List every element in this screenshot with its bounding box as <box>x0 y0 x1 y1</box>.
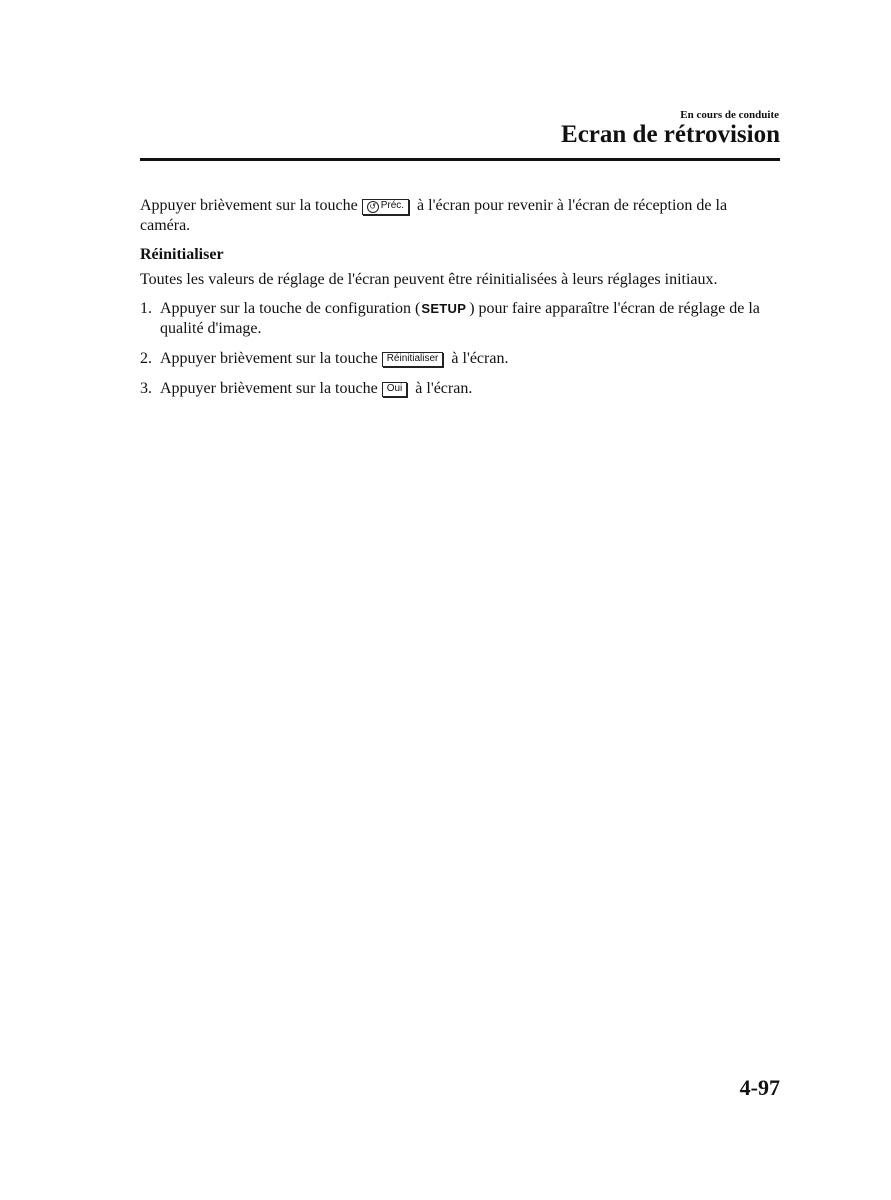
step-text <box>160 349 780 369</box>
step-number: 3. <box>140 380 152 397</box>
main-content <box>140 196 780 409</box>
step-number: 2. <box>140 350 152 367</box>
step-1-text-before: Appuyer sur la touche de configuration ( <box>160 300 421 317</box>
reinitialiser-button: Réinitialiser <box>382 352 444 367</box>
step-number: 1. <box>140 300 152 317</box>
header-rule <box>140 158 780 161</box>
step-2 <box>140 349 780 369</box>
oui-button: Oui <box>382 382 408 397</box>
step-3 <box>140 379 780 399</box>
step-text <box>160 299 780 339</box>
step-1 <box>140 299 780 339</box>
intro-text-before: Appuyer brièvement sur la touche <box>140 197 358 214</box>
intro-text-after: à l'écran pour revenir à l'écran de réception de la caméra. <box>140 197 728 234</box>
page-number: 4-97 <box>739 1075 780 1100</box>
step-text <box>160 379 780 399</box>
step-2-text-before: Appuyer brièvement sur la touche <box>160 350 378 367</box>
reset-description: Toutes les valeurs de réglage de l'écran peuvent être réinitialisées à leurs réglages initiaux. <box>140 271 718 288</box>
setup-icon: SETUP <box>421 301 467 316</box>
prec-button <box>362 199 409 215</box>
step-3-text-after: à l'écran. <box>415 380 473 397</box>
step-2-text-after: à l'écran. <box>451 350 509 367</box>
step-1-text-after: ) pour faire apparaître l'écran de réglage de la qualité d'image. <box>160 300 760 337</box>
section-heading: En cours de conduite <box>680 109 779 121</box>
intro-paragraph <box>140 196 780 236</box>
prec-button-label: Préc. <box>380 200 405 211</box>
step-3-text-before: Appuyer brièvement sur la touche <box>160 380 378 397</box>
back-arrow-icon: ↺ <box>367 201 379 213</box>
reset-heading: Réinitialiser <box>140 246 224 263</box>
page-title: Ecran de rétrovision <box>561 121 780 148</box>
